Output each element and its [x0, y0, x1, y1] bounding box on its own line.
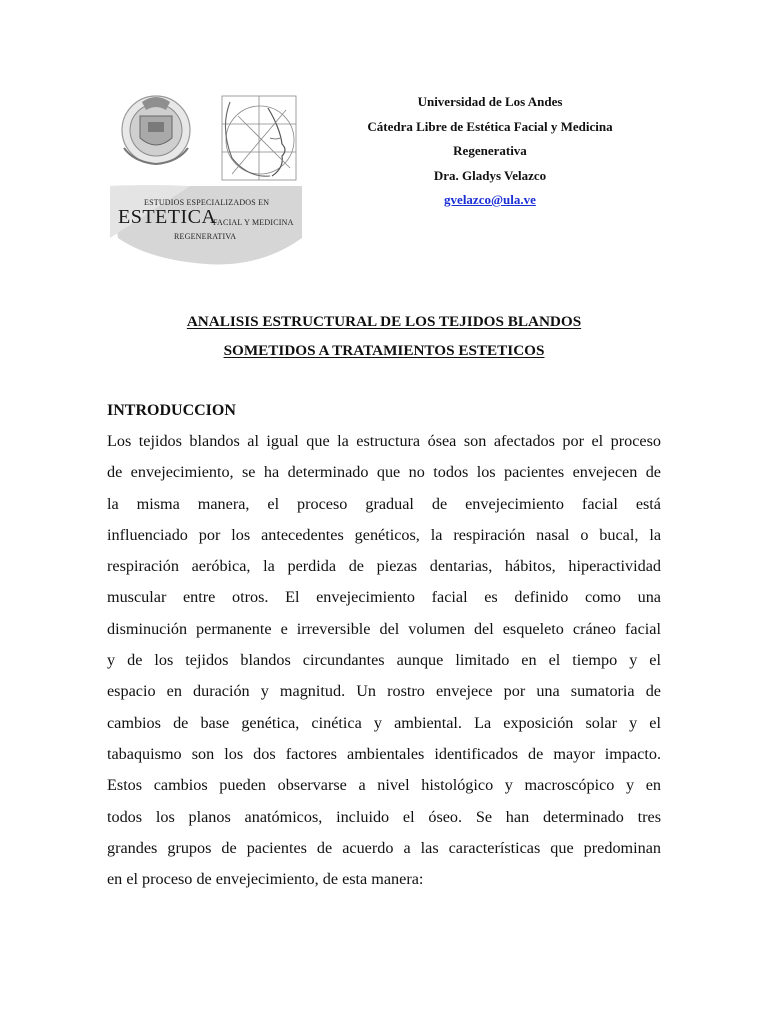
chair-name-line2: Regenerativa [453, 143, 527, 158]
title-line1: ANALISIS ESTRUCTURAL DE LOS TEJIDOS BLANDOS [186, 313, 582, 330]
face-proportion-sketch-icon [222, 96, 296, 180]
body-line: en el proceso de envejecimiento, de esta manera: [107, 870, 424, 889]
document-title [0, 307, 768, 365]
logo-main-text: ESTETICA [118, 206, 217, 228]
chair-name-line1: Cátedra Libre de Estética Facial y Medicina [367, 118, 613, 134]
body-line: respiración aeróbica, la perdida de piezas dentarias, hábitos, hiperactividad [107, 557, 661, 576]
logo-top-text: ESTUDIOS ESPECIALIZADOS EN [144, 198, 270, 207]
section-heading: INTRODUCCION [107, 402, 236, 419]
document-header [340, 90, 640, 213]
section-body [107, 427, 661, 896]
title-line2: SOMETIDOS A TRATAMIENTOS ESTETICOS [223, 342, 545, 359]
body-line: Los tejidos blandos al igual que la estructura ósea son afectados por el proceso [107, 432, 661, 450]
body-line: influenciado por los antecedentes genéticos, la respiración nasal o bucal, la [107, 525, 661, 544]
body-line: disminución permanente e irreversible del volumen del esqueleto cráneo facial [107, 619, 661, 638]
body-line: tabaquismo son los dos factores ambientales identificados de mayor impacto. [107, 744, 661, 763]
body-line: de envejecimiento, se ha determinado que no todos los pacientes envejecen de [107, 463, 661, 482]
institution-logo [110, 88, 302, 266]
body-line: la misma manera, el proceso gradual de envejecimiento facial está [107, 494, 661, 513]
university-seal-icon [122, 96, 190, 164]
logo-bottom-text: REGENERATIVA [174, 232, 237, 241]
body-line: grandes grupos de pacientes de acuerdo a las características que predominan [107, 838, 661, 857]
author-name: Dra. Gladys Velazco [433, 167, 547, 183]
body-line: espacio en duración y magnitud. Un rostro envejece por una sumatoria de [107, 682, 661, 701]
body-line: muscular entre otros. El envejecimiento facial es definido como una [107, 588, 661, 607]
body-line: Estos cambios pueden observarse a nivel histológico y macroscópico y en [107, 776, 661, 795]
body-line: todos los planos anatómicos, incluido el óseo. Se han determinado tres [107, 807, 661, 826]
body-line: cambios de base genética, cinética y ambiental. La exposición solar y el [107, 713, 661, 732]
logo-side-text: FACIAL Y MEDICINA [213, 218, 294, 227]
author-email-link[interactable]: gvelazco@ula.ve [444, 192, 536, 207]
university-name: Universidad de Los Andes [417, 94, 563, 109]
body-line: y de los tejidos blandos circundantes aunque limitado en el tiempo y el [107, 651, 661, 670]
